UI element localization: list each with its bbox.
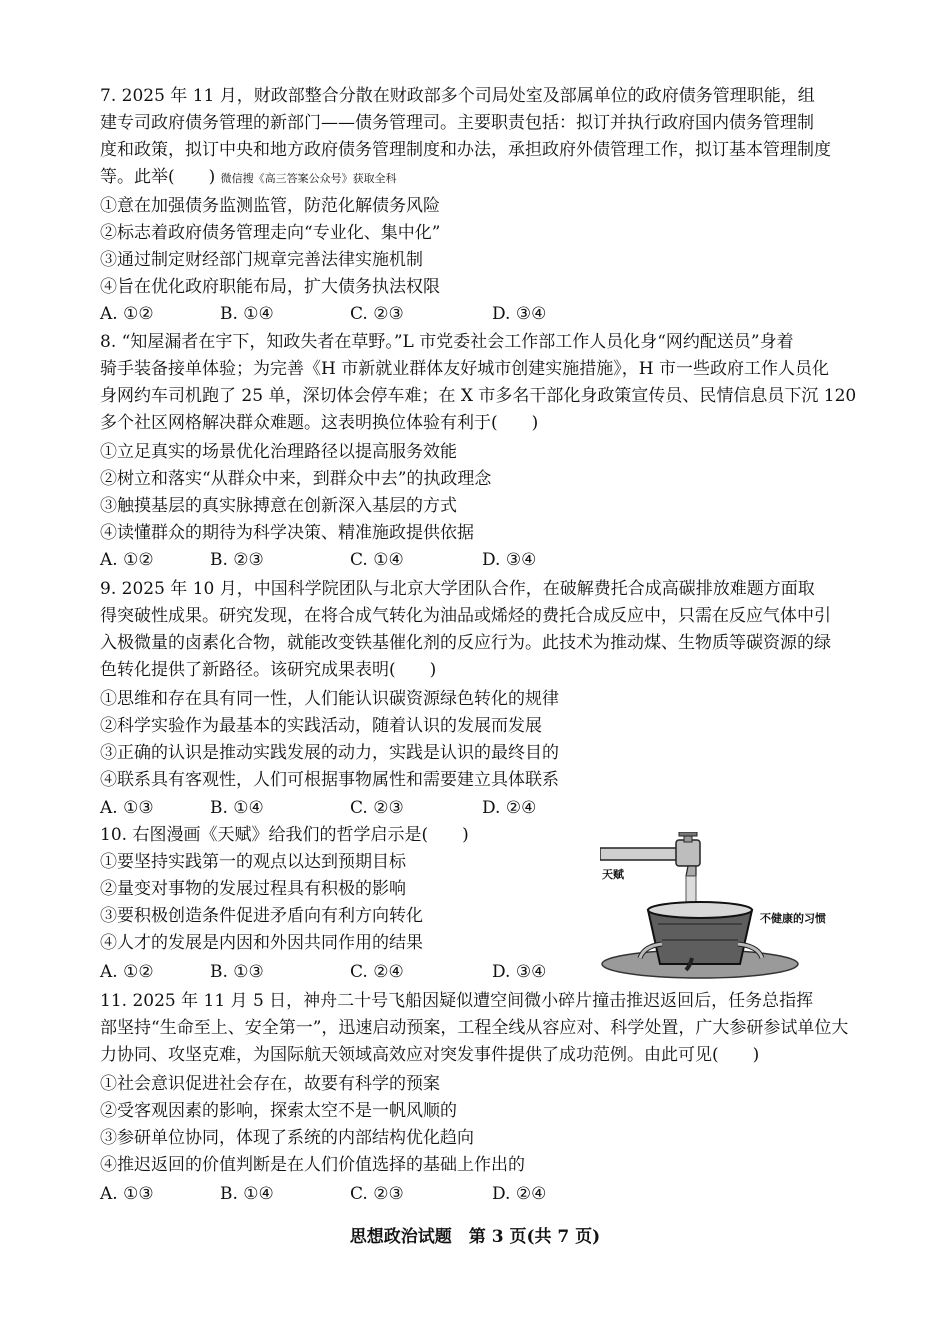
q9-choice-c: C. ②③ bbox=[350, 798, 404, 818]
q9-choice-a: A. ①③ bbox=[100, 798, 154, 818]
q7-option-1: ①意在加强债务监测监管，防范化解债务风险 bbox=[100, 196, 440, 216]
cartoon-talent bbox=[600, 832, 830, 982]
q9-choice-b: B. ①④ bbox=[210, 798, 264, 818]
q8-choice-c: C. ①④ bbox=[350, 550, 404, 570]
q9-option-2: ②科学实验作为最基本的实践活动，随着认识的发展而发展 bbox=[100, 716, 542, 736]
q8-stem-line-4: 多个社区网格解决群众难题。这表明换位体验有利于( ) bbox=[100, 413, 539, 433]
q8-option-4: ④读懂群众的期待为科学决策、精准施政提供依据 bbox=[100, 523, 474, 543]
q10-choice-b: B. ①③ bbox=[210, 962, 264, 982]
q10-choice-d: D. ③④ bbox=[492, 962, 547, 982]
q7-option-3: ③通过制定财经部门规章完善法律实施机制 bbox=[100, 250, 423, 270]
q11-option-2: ②受客观因素的影响，探索太空不是一帆风顺的 bbox=[100, 1101, 457, 1121]
q9-option-1: ①思维和存在具有同一性，人们能认识碳资源绿色转化的规律 bbox=[100, 689, 559, 709]
q7-choice-b: B. ①④ bbox=[220, 304, 274, 324]
q7-stem-end: 等。此举( ) bbox=[100, 167, 216, 187]
q11-stem-line-3: 力协同、攻坚克难，为国际航天领域高效应对突发事件提供了成功范例。由此可见( ) bbox=[100, 1045, 760, 1065]
q11-choice-b: B. ①④ bbox=[220, 1184, 274, 1204]
q7-option-4: ④旨在优化政府职能布局，扩大债务执法权限 bbox=[100, 277, 440, 297]
q11-stem-line-1: 11. 2025 年 11 月 5 日，神舟二十号飞船因疑似遭空间微小碎片撞击推迟返回后，任务总指挥 bbox=[100, 991, 814, 1011]
q11-stem-line-2: 部坚持“生命至上、安全第一”，迅速启动预案，工程全线从容应对、科学处置，广大参研参试单位大 bbox=[100, 1018, 849, 1038]
cartoon-illustration bbox=[600, 832, 830, 982]
q9-stem-line-2: 得突破性成果。研究发现，在将合成气转化为油品或烯烃的费托合成反应中，只需在反应气体中引 bbox=[100, 606, 831, 626]
q9-option-4: ④联系具有客观性，人们可根据事物属性和需要建立具体联系 bbox=[100, 770, 559, 790]
q7-stem-line-3: 度和政策，拟订中央和地方政府债务管理制度和办法，承担政府外债管理工作，拟订基本管理制度 bbox=[100, 140, 831, 160]
q8-stem-line-1: 8. “知屋漏者在宇下，知政失者在草野。”L 市党委社会工作部工作人员化身“网约配送员”身着 bbox=[100, 332, 794, 352]
watermark-note: 微信搜《高三答案公众号》获取全科 bbox=[220, 172, 397, 185]
q11-choice-d: D. ②④ bbox=[492, 1184, 547, 1204]
q8-option-2: ②树立和落实“从群众中来，到群众中去”的执政理念 bbox=[100, 469, 492, 489]
q8-stem-line-3: 身网约车司机跑了 25 单，深切体会停车难；在 X 市多名干部化身政策宣传员、民情信息员下沉 120 bbox=[100, 386, 857, 406]
cartoon-label-talent: 天赋 bbox=[602, 868, 624, 881]
q9-option-3: ③正确的认识是推动实践发展的动力，实践是认识的最终目的 bbox=[100, 743, 559, 763]
q11-option-4: ④推迟返回的价值判断是在人们价值选择的基础上作出的 bbox=[100, 1155, 525, 1175]
q9-stem-line-1: 9. 2025 年 10 月，中国科学院团队与北京大学团队合作，在破解费托合成高碳排放难题方面取 bbox=[100, 579, 815, 599]
q11-option-1: ①社会意识促进社会存在，故要有科学的预案 bbox=[100, 1074, 440, 1094]
page-footer: 思想政治试题 第 3 页(共 7 页) bbox=[349, 1227, 601, 1247]
q10-stem-line-1: 10. 右图漫画《天赋》给我们的哲学启示是( ) bbox=[100, 825, 469, 845]
q7-choice-a: A. ①② bbox=[100, 304, 154, 324]
q9-stem-line-3: 入极微量的卤素化合物，就能改变铁基催化剂的反应行为。此技术为推动煤、生物质等碳资源的绿 bbox=[100, 633, 831, 653]
q10-choice-c: C. ②④ bbox=[350, 962, 404, 982]
q11-choice-c: C. ②③ bbox=[350, 1184, 404, 1204]
q8-option-1: ①立足真实的场景优化治理路径以提高服务效能 bbox=[100, 442, 457, 462]
q9-choice-d: D. ②④ bbox=[482, 798, 537, 818]
q8-choice-d: D. ③④ bbox=[482, 550, 537, 570]
q8-choice-b: B. ②③ bbox=[210, 550, 264, 570]
q7-choice-d: D. ③④ bbox=[492, 304, 547, 324]
q7-choice-c: C. ②③ bbox=[350, 304, 404, 324]
q11-choice-a: A. ①③ bbox=[100, 1184, 154, 1204]
q8-choice-a: A. ①② bbox=[100, 550, 154, 570]
q8-stem-line-2: 骑手装备接单体验；为完善《H 市新就业群体友好城市创建实施措施》，H 市一些政府工作人员化 bbox=[100, 359, 829, 379]
q7-stem-line-2: 建专司政府债务管理的新部门——债务管理司。主要职责包括：拟订并执行政府国内债务管理制 bbox=[100, 113, 814, 133]
q7-stem-line-4 bbox=[100, 164, 397, 192]
q11-option-3: ③参研单位协同，体现了系统的内部结构优化趋向 bbox=[100, 1128, 474, 1148]
q10-choice-a: A. ①② bbox=[100, 962, 154, 982]
q10-option-3: ③要积极创造条件促进矛盾向有利方向转化 bbox=[100, 906, 423, 926]
q7-option-2: ②标志着政府债务管理走向“专业化、集中化” bbox=[100, 223, 441, 243]
q10-option-1: ①要坚持实践第一的观点以达到预期目标 bbox=[100, 852, 406, 872]
cartoon-label-habit: 不健康的习惯 bbox=[760, 912, 826, 925]
q9-stem-line-4: 色转化提供了新路径。该研究成果表明( ) bbox=[100, 660, 437, 680]
q10-option-2: ②量变对事物的发展过程具有积极的影响 bbox=[100, 879, 406, 899]
q10-option-4: ④人才的发展是内因和外因共同作用的结果 bbox=[100, 933, 423, 953]
q8-option-3: ③触摸基层的真实脉搏意在创新深入基层的方式 bbox=[100, 496, 457, 516]
q7-stem-line-1: 7. 2025 年 11 月，财政部整合分散在财政部多个司局处室及部属单位的政府债务管理职能，组 bbox=[100, 86, 815, 106]
